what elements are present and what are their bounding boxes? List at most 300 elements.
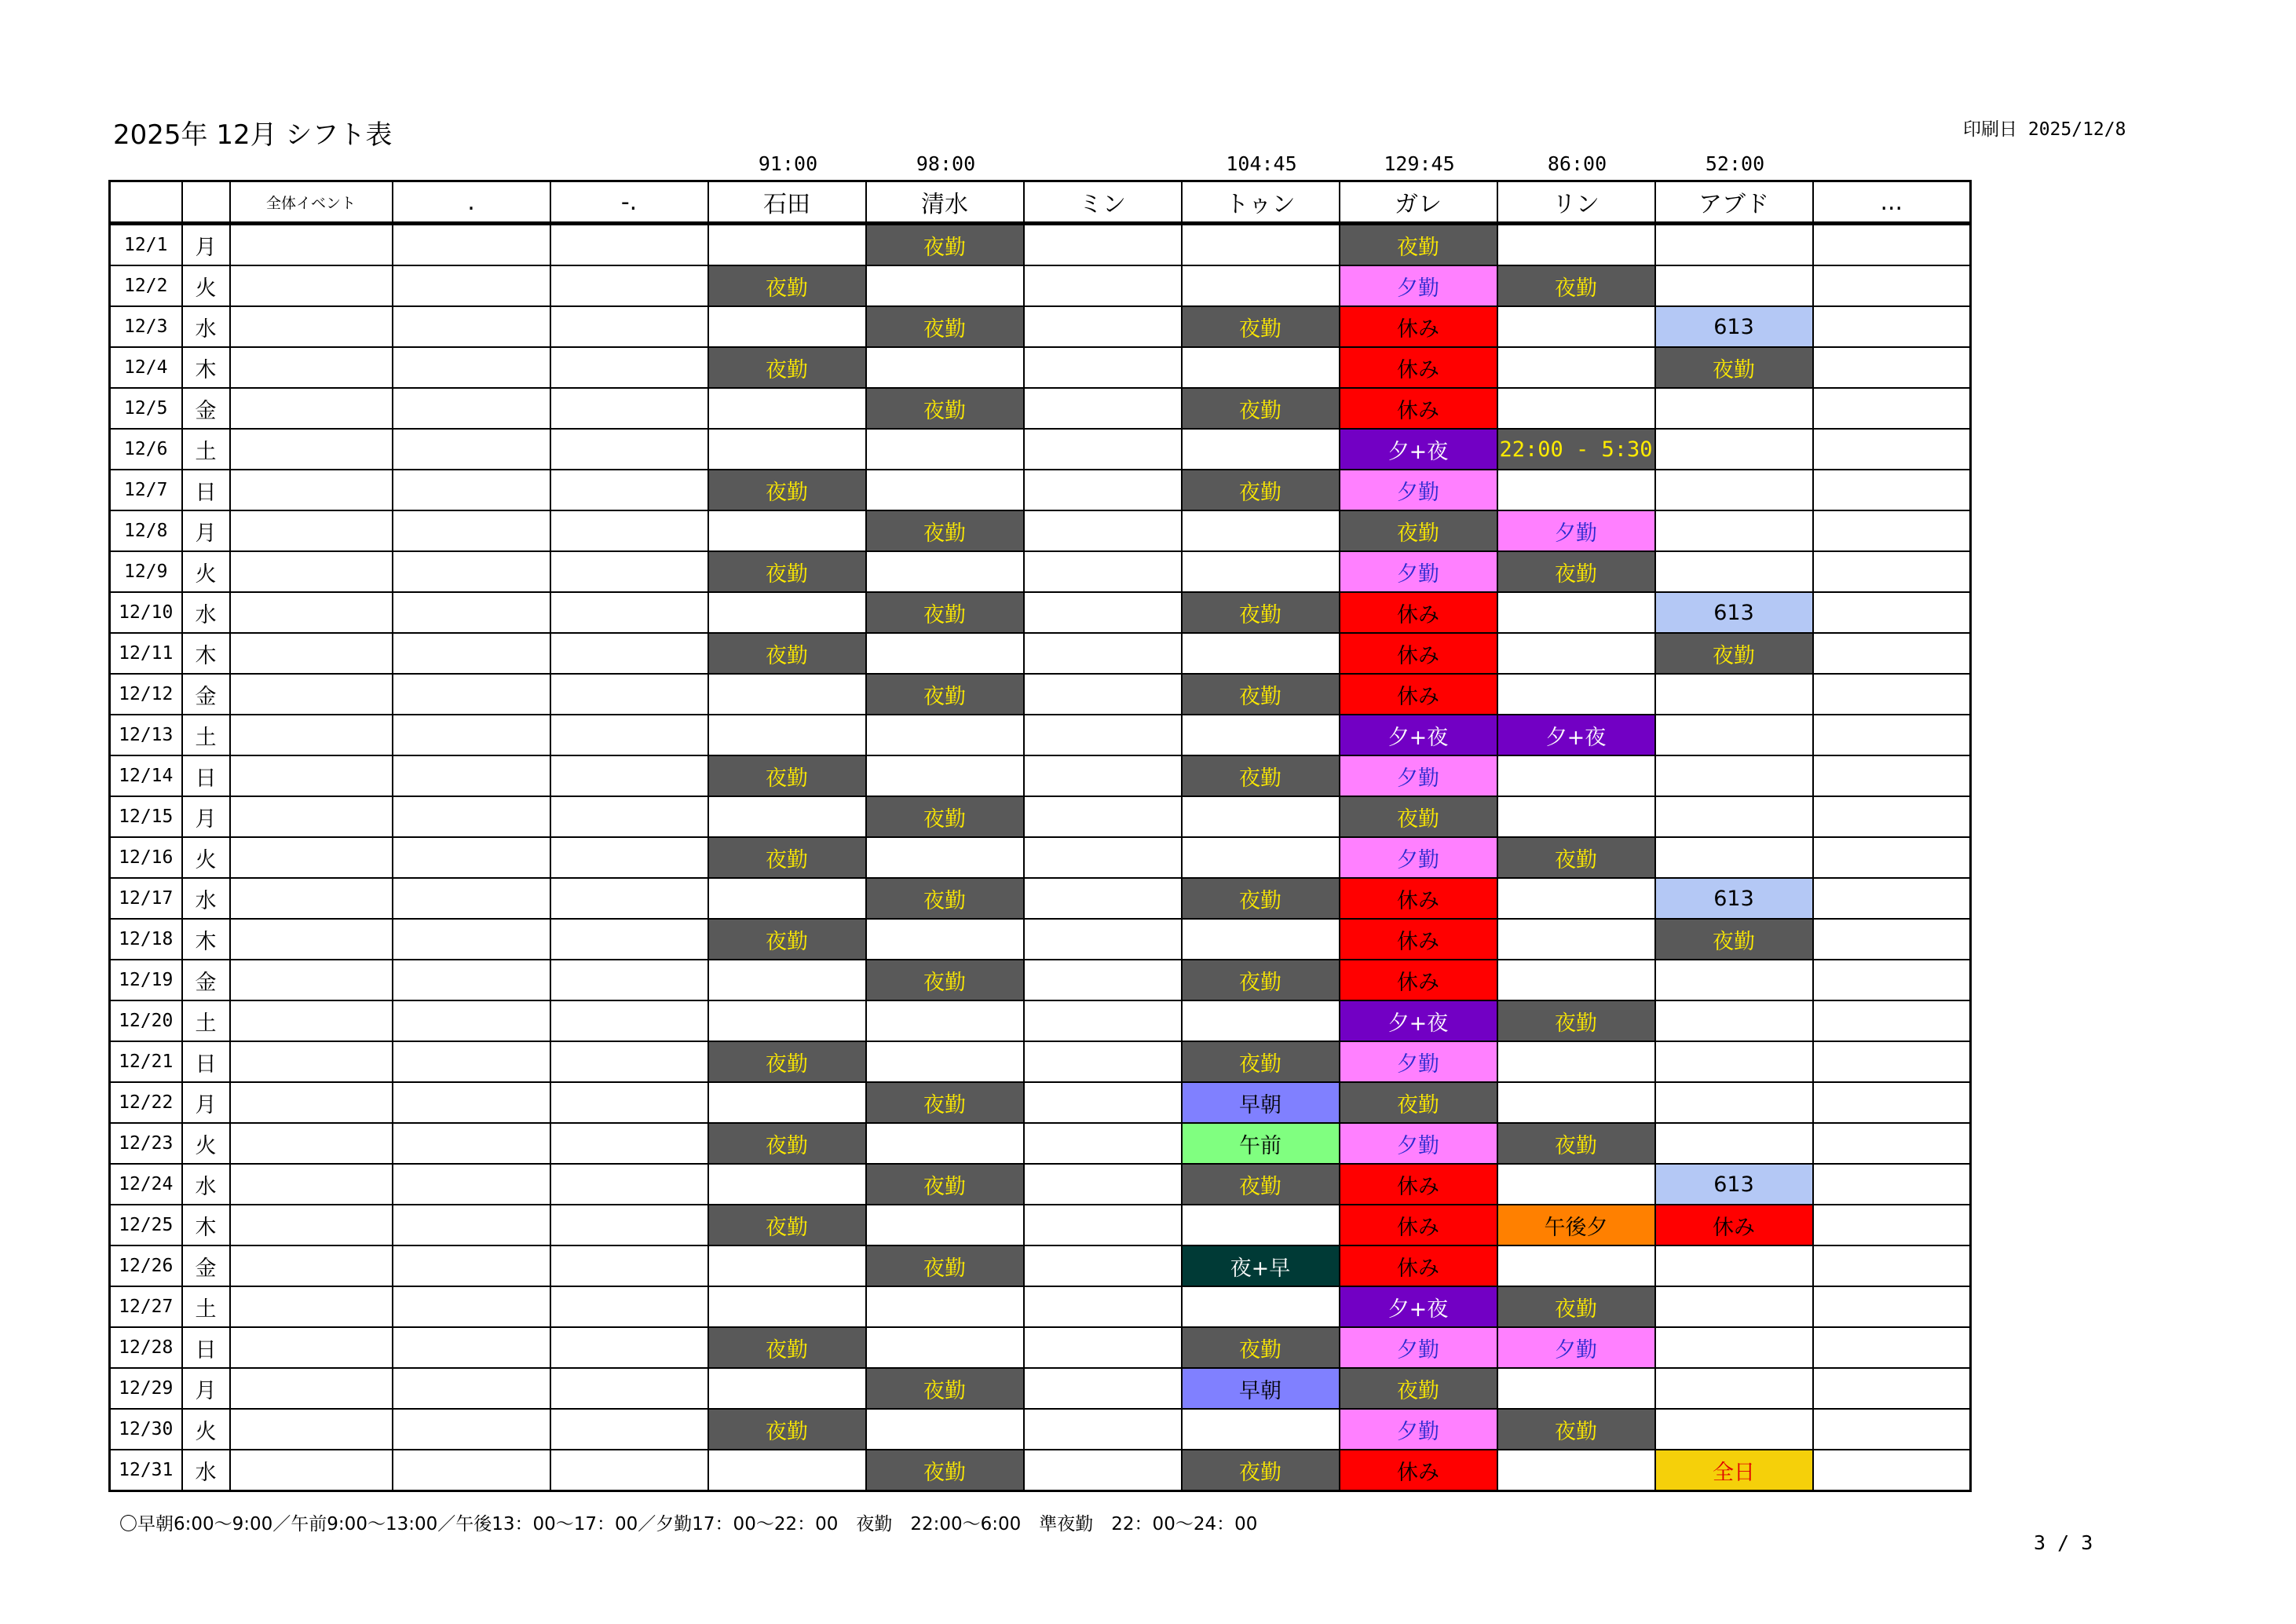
shift-cell-more xyxy=(1813,1286,1971,1327)
weekday-cell: 水 xyxy=(182,592,230,633)
hours-row xyxy=(0,152,2296,179)
weekday-cell: 水 xyxy=(182,306,230,347)
shift-cell-dash xyxy=(550,1450,708,1491)
shift-cell-min xyxy=(1024,755,1182,796)
date-cell: 12/23 xyxy=(110,1123,182,1164)
shift-cell-min xyxy=(1024,1368,1182,1409)
weekday-cell: 火 xyxy=(182,551,230,592)
shift-cell-dash xyxy=(550,715,708,755)
shift-cell-shimizu xyxy=(866,1327,1024,1368)
shift-cell-more xyxy=(1813,1450,1971,1491)
shift-cell-shimizu: 夜勤 xyxy=(866,878,1024,919)
shift-cell-gare: 休み xyxy=(1340,674,1497,715)
table-row xyxy=(110,1041,1971,1082)
shift-cell-rin: 22:00 - 5:30 xyxy=(1497,429,1655,470)
date-cell: 12/7 xyxy=(110,470,182,510)
shift-cell-event xyxy=(230,878,393,919)
table-row xyxy=(110,1327,1971,1368)
shift-cell-shimizu xyxy=(866,1041,1024,1082)
weekday-cell: 月 xyxy=(182,224,230,266)
table-row xyxy=(110,715,1971,755)
shift-cell-shimizu xyxy=(866,1409,1024,1450)
shift-cell-min xyxy=(1024,1041,1182,1082)
shift-cell-rin xyxy=(1497,306,1655,347)
weekday-cell: 金 xyxy=(182,1245,230,1286)
weekday-cell: 日 xyxy=(182,1041,230,1082)
shift-cell-gare: 休み xyxy=(1340,878,1497,919)
shift-cell-dot xyxy=(393,960,550,1000)
shift-cell-tun xyxy=(1182,837,1340,878)
shift-cell-dot xyxy=(393,429,550,470)
shift-cell-dot xyxy=(393,633,550,674)
date-cell: 12/10 xyxy=(110,592,182,633)
shift-cell-dash xyxy=(550,1327,708,1368)
shift-cell-event xyxy=(230,1409,393,1450)
shift-cell-dash xyxy=(550,960,708,1000)
shift-cell-dash xyxy=(550,1409,708,1450)
shift-cell-min xyxy=(1024,1286,1182,1327)
header-event: 全体イベント xyxy=(230,181,393,224)
shift-cell-gare: 休み xyxy=(1340,1450,1497,1491)
weekday-cell: 月 xyxy=(182,1368,230,1409)
shift-cell-shimizu xyxy=(866,347,1024,388)
shift-cell-ishida: 夜勤 xyxy=(708,551,866,592)
page-title: 2025年 12月 シフト表 xyxy=(113,119,393,151)
shift-cell-abdo xyxy=(1655,1000,1813,1041)
shift-cell-more xyxy=(1813,551,1971,592)
weekday-cell: 土 xyxy=(182,715,230,755)
shift-cell-more xyxy=(1813,470,1971,510)
shift-cell-more xyxy=(1813,1205,1971,1245)
table-row xyxy=(110,633,1971,674)
shift-cell-dot xyxy=(393,1041,550,1082)
shift-cell-abdo xyxy=(1655,1368,1813,1409)
shift-cell-abdo xyxy=(1655,715,1813,755)
shift-cell-min xyxy=(1024,1450,1182,1491)
shift-cell-rin xyxy=(1497,960,1655,1000)
shift-cell-shimizu xyxy=(866,429,1024,470)
shift-cell-ishida: 夜勤 xyxy=(708,837,866,878)
shift-cell-event xyxy=(230,306,393,347)
shift-cell-gare: 休み xyxy=(1340,960,1497,1000)
table-row xyxy=(110,1205,1971,1245)
shift-cell-rin: 夕勤 xyxy=(1497,1327,1655,1368)
weekday-cell: 木 xyxy=(182,347,230,388)
shift-cell-dash xyxy=(550,796,708,837)
shift-cell-dash xyxy=(550,551,708,592)
hours-ishida: 91:00 xyxy=(758,152,818,175)
weekday-cell: 土 xyxy=(182,1000,230,1041)
weekday-cell: 月 xyxy=(182,510,230,551)
shift-cell-dash xyxy=(550,347,708,388)
shift-cell-ishida xyxy=(708,878,866,919)
shift-cell-gare: 休み xyxy=(1340,306,1497,347)
date-cell: 12/15 xyxy=(110,796,182,837)
hours-shimizu: 98:00 xyxy=(916,152,976,175)
shift-cell-abdo xyxy=(1655,551,1813,592)
shift-cell-gare: 休み xyxy=(1340,919,1497,960)
shift-cell-min xyxy=(1024,1000,1182,1041)
shift-cell-tun: 夜勤 xyxy=(1182,306,1340,347)
weekday-cell: 火 xyxy=(182,1123,230,1164)
header-rin: リン xyxy=(1497,181,1655,224)
shift-cell-shimizu xyxy=(866,551,1024,592)
shift-cell-dash xyxy=(550,755,708,796)
shift-cell-rin: 夜勤 xyxy=(1497,1000,1655,1041)
hours-tun: 104:45 xyxy=(1226,152,1297,175)
shift-cell-gare: 夕勤 xyxy=(1340,470,1497,510)
shift-cell-event xyxy=(230,1041,393,1082)
shift-cell-dash xyxy=(550,1286,708,1327)
weekday-cell: 月 xyxy=(182,796,230,837)
table-row xyxy=(110,1286,1971,1327)
shift-cell-dash xyxy=(550,1000,708,1041)
shift-cell-abdo: 全日 xyxy=(1655,1450,1813,1491)
date-cell: 12/18 xyxy=(110,919,182,960)
shift-cell-shimizu xyxy=(866,1205,1024,1245)
shift-cell-event xyxy=(230,224,393,266)
shift-cell-gare: 休み xyxy=(1340,592,1497,633)
weekday-cell: 月 xyxy=(182,1082,230,1123)
shift-cell-ishida: 夜勤 xyxy=(708,1409,866,1450)
shift-cell-dash xyxy=(550,1041,708,1082)
shift-cell-abdo xyxy=(1655,429,1813,470)
weekday-cell: 土 xyxy=(182,429,230,470)
shift-cell-gare: 夕+夜 xyxy=(1340,429,1497,470)
shift-cell-abdo: 613 xyxy=(1655,592,1813,633)
shift-cell-gare: 夜勤 xyxy=(1340,1082,1497,1123)
shift-cell-shimizu: 夜勤 xyxy=(866,960,1024,1000)
shift-cell-gare: 休み xyxy=(1340,1205,1497,1245)
shift-cell-min xyxy=(1024,470,1182,510)
shift-cell-dash xyxy=(550,1164,708,1205)
shift-cell-ishida: 夜勤 xyxy=(708,633,866,674)
shift-cell-shimizu: 夜勤 xyxy=(866,510,1024,551)
table-row xyxy=(110,551,1971,592)
shift-cell-more xyxy=(1813,1000,1971,1041)
shift-cell-min xyxy=(1024,347,1182,388)
shift-cell-tun: 早朝 xyxy=(1182,1082,1340,1123)
shift-cell-tun xyxy=(1182,796,1340,837)
shift-cell-abdo xyxy=(1655,674,1813,715)
shift-cell-tun xyxy=(1182,429,1340,470)
shift-cell-rin xyxy=(1497,1164,1655,1205)
shift-cell-min xyxy=(1024,306,1182,347)
shift-cell-tun xyxy=(1182,715,1340,755)
shift-cell-tun: 夜勤 xyxy=(1182,755,1340,796)
shift-cell-ishida xyxy=(708,1164,866,1205)
shift-cell-dash xyxy=(550,429,708,470)
shift-cell-dash xyxy=(550,388,708,429)
shift-cell-tun xyxy=(1182,551,1340,592)
header-row xyxy=(110,181,1971,224)
shift-cell-dot xyxy=(393,470,550,510)
shift-cell-shimizu: 夜勤 xyxy=(866,592,1024,633)
shift-table xyxy=(108,180,1972,1492)
weekday-cell: 水 xyxy=(182,878,230,919)
shift-cell-event xyxy=(230,837,393,878)
header-gare: ガレ xyxy=(1340,181,1497,224)
weekday-cell: 金 xyxy=(182,388,230,429)
shift-cell-rin xyxy=(1497,1368,1655,1409)
date-cell: 12/13 xyxy=(110,715,182,755)
table-row xyxy=(110,878,1971,919)
header-ishida: 石田 xyxy=(708,181,866,224)
shift-cell-dot xyxy=(393,306,550,347)
shift-cell-more xyxy=(1813,1368,1971,1409)
shift-cell-tun: 午前 xyxy=(1182,1123,1340,1164)
shift-cell-min xyxy=(1024,878,1182,919)
shift-cell-min xyxy=(1024,551,1182,592)
shift-cell-min xyxy=(1024,674,1182,715)
shift-cell-min xyxy=(1024,796,1182,837)
shift-cell-dash xyxy=(550,1245,708,1286)
shift-cell-abdo xyxy=(1655,1327,1813,1368)
shift-cell-rin: 夕勤 xyxy=(1497,510,1655,551)
shift-cell-abdo xyxy=(1655,265,1813,306)
shift-cell-event xyxy=(230,796,393,837)
shift-cell-dot xyxy=(393,510,550,551)
weekday-cell: 木 xyxy=(182,1205,230,1245)
date-cell: 12/20 xyxy=(110,1000,182,1041)
date-cell: 12/2 xyxy=(110,265,182,306)
shift-cell-dash xyxy=(550,306,708,347)
shift-cell-dash xyxy=(550,592,708,633)
shift-cell-dash xyxy=(550,633,708,674)
shift-cell-shimizu xyxy=(866,265,1024,306)
shift-cell-tun: 早朝 xyxy=(1182,1368,1340,1409)
weekday-cell: 木 xyxy=(182,919,230,960)
shift-cell-gare: 夜勤 xyxy=(1340,510,1497,551)
shift-cell-dot xyxy=(393,1123,550,1164)
shift-cell-rin xyxy=(1497,674,1655,715)
hours-gare: 129:45 xyxy=(1384,152,1455,175)
shift-cell-min xyxy=(1024,224,1182,266)
shift-cell-shimizu xyxy=(866,837,1024,878)
header-dot: . xyxy=(393,181,550,224)
shift-cell-rin xyxy=(1497,388,1655,429)
shift-cell-gare: 夕+夜 xyxy=(1340,1000,1497,1041)
shift-cell-dot xyxy=(393,347,550,388)
shift-cell-dash xyxy=(550,265,708,306)
shift-cell-abdo xyxy=(1655,1409,1813,1450)
shift-cell-tun: 夜+早 xyxy=(1182,1245,1340,1286)
date-cell: 12/28 xyxy=(110,1327,182,1368)
shift-cell-dot xyxy=(393,1327,550,1368)
table-row xyxy=(110,919,1971,960)
table-row xyxy=(110,1409,1971,1450)
shift-cell-event xyxy=(230,919,393,960)
shift-cell-min xyxy=(1024,1164,1182,1205)
shift-cell-shimizu: 夜勤 xyxy=(866,1164,1024,1205)
shift-cell-abdo xyxy=(1655,510,1813,551)
shift-cell-more xyxy=(1813,429,1971,470)
date-cell: 12/14 xyxy=(110,755,182,796)
shift-cell-tun xyxy=(1182,1286,1340,1327)
shift-cell-more xyxy=(1813,347,1971,388)
shift-cell-event xyxy=(230,674,393,715)
shift-cell-tun xyxy=(1182,347,1340,388)
shift-cell-min xyxy=(1024,633,1182,674)
shift-cell-min xyxy=(1024,837,1182,878)
shift-cell-dash xyxy=(550,1205,708,1245)
shift-cell-event xyxy=(230,1123,393,1164)
shift-cell-dot xyxy=(393,674,550,715)
shift-cell-tun: 夜勤 xyxy=(1182,1450,1340,1491)
shift-cell-shimizu: 夜勤 xyxy=(866,388,1024,429)
shift-cell-dot xyxy=(393,878,550,919)
hours-abdo: 52:00 xyxy=(1705,152,1765,175)
weekday-cell: 火 xyxy=(182,837,230,878)
shift-cell-event xyxy=(230,592,393,633)
date-cell: 12/8 xyxy=(110,510,182,551)
shift-cell-min xyxy=(1024,1123,1182,1164)
shift-cell-tun: 夜勤 xyxy=(1182,674,1340,715)
header-shimizu: 清水 xyxy=(866,181,1024,224)
shift-cell-abdo: 夜勤 xyxy=(1655,347,1813,388)
shift-cell-dash xyxy=(550,674,708,715)
shift-cell-dot xyxy=(393,1245,550,1286)
shift-cell-ishida xyxy=(708,796,866,837)
shift-cell-ishida xyxy=(708,429,866,470)
date-cell: 12/30 xyxy=(110,1409,182,1450)
shift-cell-event xyxy=(230,1327,393,1368)
shift-cell-tun: 夜勤 xyxy=(1182,960,1340,1000)
date-cell: 12/5 xyxy=(110,388,182,429)
shift-cell-more xyxy=(1813,919,1971,960)
header-dow xyxy=(182,181,230,224)
shift-cell-ishida: 夜勤 xyxy=(708,1205,866,1245)
shift-cell-dot xyxy=(393,1205,550,1245)
shift-cell-more xyxy=(1813,1245,1971,1286)
shift-cell-shimizu: 夜勤 xyxy=(866,796,1024,837)
shift-cell-abdo: 夜勤 xyxy=(1655,633,1813,674)
date-cell: 12/11 xyxy=(110,633,182,674)
shift-cell-ishida: 夜勤 xyxy=(708,919,866,960)
table-row xyxy=(110,429,1971,470)
shift-cell-more xyxy=(1813,306,1971,347)
shift-cell-gare: 休み xyxy=(1340,633,1497,674)
shift-cell-rin: 夕+夜 xyxy=(1497,715,1655,755)
shift-cell-event xyxy=(230,755,393,796)
shift-cell-more xyxy=(1813,633,1971,674)
shift-cell-min xyxy=(1024,1327,1182,1368)
shift-cell-ishida xyxy=(708,1245,866,1286)
date-cell: 12/22 xyxy=(110,1082,182,1123)
weekday-cell: 水 xyxy=(182,1450,230,1491)
shift-cell-shimizu: 夜勤 xyxy=(866,674,1024,715)
hours-rin: 86:00 xyxy=(1547,152,1607,175)
weekday-cell: 金 xyxy=(182,674,230,715)
shift-cell-more xyxy=(1813,796,1971,837)
print-date: 印刷日 2025/12/8 xyxy=(1963,119,2126,140)
shift-cell-abdo xyxy=(1655,1245,1813,1286)
shift-cell-gare: 夜勤 xyxy=(1340,796,1497,837)
shift-cell-min xyxy=(1024,592,1182,633)
shift-cell-tun xyxy=(1182,919,1340,960)
shift-cell-more xyxy=(1813,592,1971,633)
shift-cell-tun xyxy=(1182,224,1340,266)
table-row xyxy=(110,1082,1971,1123)
shift-cell-shimizu xyxy=(866,1000,1024,1041)
shift-cell-event xyxy=(230,1286,393,1327)
shift-cell-min xyxy=(1024,429,1182,470)
shift-cell-more xyxy=(1813,1041,1971,1082)
shift-cell-min xyxy=(1024,510,1182,551)
shift-cell-ishida xyxy=(708,715,866,755)
date-cell: 12/27 xyxy=(110,1286,182,1327)
weekday-cell: 金 xyxy=(182,960,230,1000)
shift-cell-gare: 夕勤 xyxy=(1340,1327,1497,1368)
shift-cell-more xyxy=(1813,1164,1971,1205)
shift-cell-ishida xyxy=(708,1286,866,1327)
date-cell: 12/17 xyxy=(110,878,182,919)
shift-cell-dot xyxy=(393,1286,550,1327)
shift-cell-event xyxy=(230,1368,393,1409)
weekday-cell: 水 xyxy=(182,1164,230,1205)
shift-cell-event xyxy=(230,1082,393,1123)
shift-cell-abdo: 613 xyxy=(1655,1164,1813,1205)
shift-cell-gare: 休み xyxy=(1340,1164,1497,1205)
shift-cell-event xyxy=(230,1164,393,1205)
shift-cell-dot xyxy=(393,1368,550,1409)
shift-cell-rin xyxy=(1497,1245,1655,1286)
shift-cell-rin xyxy=(1497,1450,1655,1491)
date-cell: 12/21 xyxy=(110,1041,182,1082)
shift-cell-gare: 夕勤 xyxy=(1340,1123,1497,1164)
shift-cell-gare: 夕勤 xyxy=(1340,1041,1497,1082)
shift-cell-rin: 午後夕 xyxy=(1497,1205,1655,1245)
table-row xyxy=(110,1450,1971,1491)
shift-cell-dot xyxy=(393,837,550,878)
shift-cell-event xyxy=(230,388,393,429)
shift-cell-dash xyxy=(550,837,708,878)
shift-cell-dot xyxy=(393,715,550,755)
shift-cell-more xyxy=(1813,1123,1971,1164)
table-row xyxy=(110,592,1971,633)
shift-cell-rin xyxy=(1497,1041,1655,1082)
shift-cell-gare: 夕勤 xyxy=(1340,265,1497,306)
header-more: ... xyxy=(1813,181,1971,224)
shift-cell-dash xyxy=(550,470,708,510)
shift-cell-event xyxy=(230,960,393,1000)
shift-cell-rin xyxy=(1497,470,1655,510)
shift-cell-abdo: 613 xyxy=(1655,306,1813,347)
shift-cell-dot xyxy=(393,1082,550,1123)
shift-cell-rin: 夜勤 xyxy=(1497,1123,1655,1164)
shift-cell-shimizu: 夜勤 xyxy=(866,1082,1024,1123)
page-number: 3 / 3 xyxy=(2034,1531,2093,1554)
shift-cell-min xyxy=(1024,265,1182,306)
shift-cell-more xyxy=(1813,388,1971,429)
date-cell: 12/19 xyxy=(110,960,182,1000)
shift-cell-gare: 休み xyxy=(1340,1245,1497,1286)
weekday-cell: 日 xyxy=(182,1327,230,1368)
shift-cell-more xyxy=(1813,224,1971,266)
shift-cell-dot xyxy=(393,551,550,592)
date-cell: 12/31 xyxy=(110,1450,182,1491)
header-abdo: アブド xyxy=(1655,181,1813,224)
shift-cell-event xyxy=(230,470,393,510)
shift-cell-dot xyxy=(393,1409,550,1450)
header-date xyxy=(110,181,182,224)
shift-cell-ishida xyxy=(708,674,866,715)
table-row xyxy=(110,1000,1971,1041)
shift-cell-gare: 夕勤 xyxy=(1340,551,1497,592)
shift-cell-abdo xyxy=(1655,960,1813,1000)
shift-cell-more xyxy=(1813,1327,1971,1368)
shift-cell-min xyxy=(1024,715,1182,755)
